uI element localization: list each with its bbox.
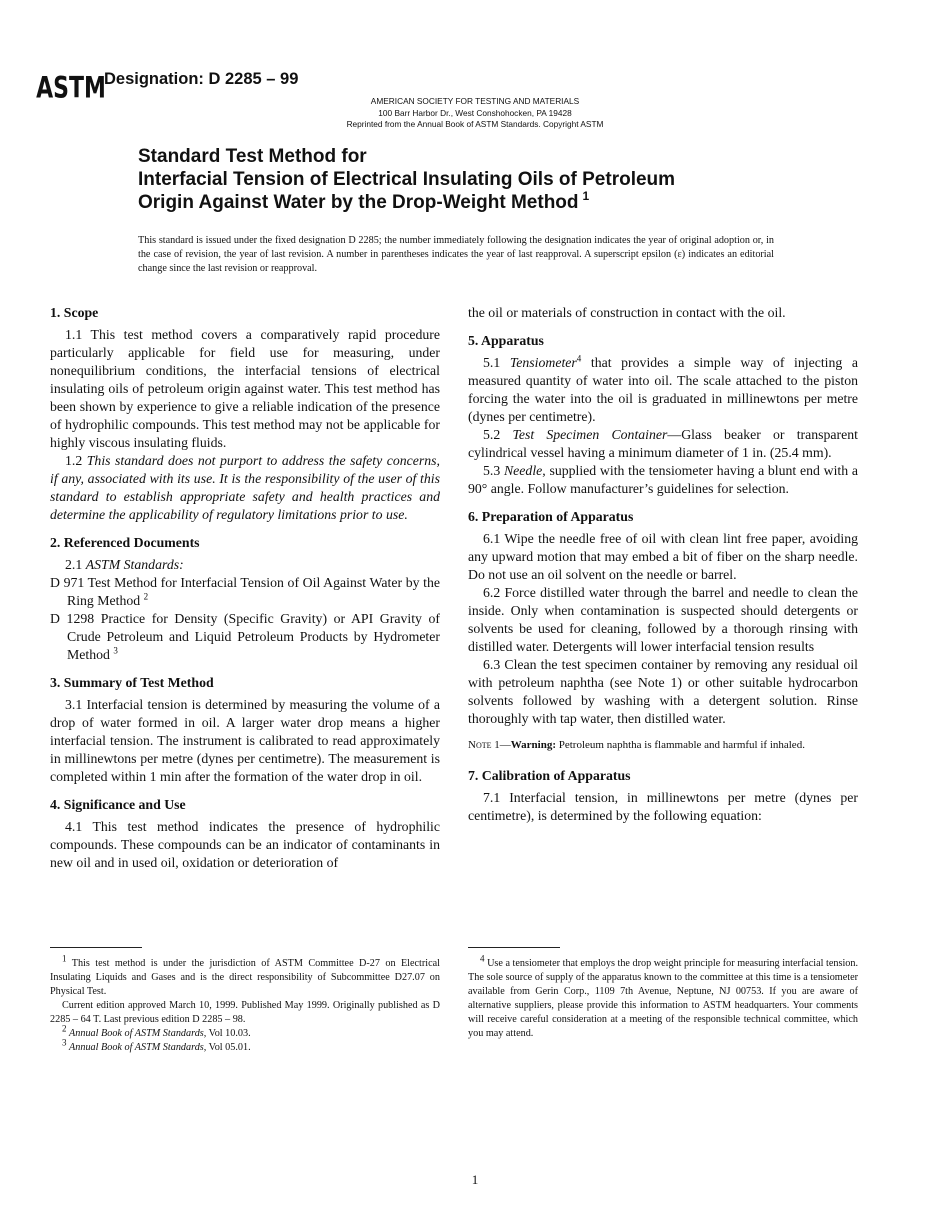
reference-item: D 971 Test Method for Interfacial Tension of Oil Against Water by the Ring Method $^2$ bbox=[50, 575, 440, 608]
society-info bbox=[0, 96, 950, 131]
section-calibration bbox=[468, 767, 858, 825]
paragraph: 3.1 Interfacial tension is determined by measuring the volume of a drop of water formed in oil. A larger water drop means a higher interfacial tension. The instrument is calibrated to read approximately in millinewtons per metre (dynes per centimetre). The measurement is completed within 1 min after the formation of the water drop in oil. bbox=[50, 697, 440, 784]
reference-item: D 1298 Practice for Density (Specific Gravity) or API Gravity of Crude Petroleum and Liquid Petroleum Products by Hydrometer Method $^3$ bbox=[50, 611, 440, 662]
footnote: $^2$ Annual Book of ASTM Standards, Vol 10.03. bbox=[62, 1023, 251, 1039]
section-scope bbox=[50, 304, 440, 524]
footnote-divider bbox=[468, 947, 560, 948]
title-footnote-mark: 1 bbox=[582, 189, 590, 203]
society-address: 100 Barr Harbor Dr., West Conshohocken, PA 19428 bbox=[378, 107, 572, 118]
paragraph: 1.2 This standard does not purport to address the safety concerns, if any, associated with its use. It is the responsibility of the user of this standard to establish appropriate safety and health practices and determine the applicability of regulatory limitations prior to use. bbox=[50, 453, 440, 522]
right-column bbox=[468, 304, 858, 835]
paragraph: 2.1 ASTM Standards: bbox=[65, 557, 184, 572]
footnotes-left bbox=[50, 953, 440, 1055]
footnote: $^1$ This test method is under the jurisdiction of ASTM Committee D-27 on Electrical Insulating Liquids and Gases and is the direct responsibility of Subcommittee D27.07 on Physical Test. bbox=[50, 953, 440, 997]
section-apparatus bbox=[468, 332, 858, 498]
paragraph: 4.1 This test method indicates the presence of hydrophilic compounds. These compounds can be an indicator of contaminants in new oil and in used oil, oxidation or deterioration of bbox=[50, 819, 440, 870]
footnotes-right bbox=[468, 953, 859, 1041]
section-significance bbox=[50, 796, 440, 872]
astm-logo-text: ASTM bbox=[36, 71, 106, 106]
section-heading: 6. Preparation of Apparatus bbox=[468, 509, 634, 524]
paragraph: 6.2 Force distilled water through the barrel and needle to clean the inside. Only when contamination is suspected should detergents or solvents be used for cleaning, followed by a thorough rinsing with distilled water. Detergents will lower interfacial tension results bbox=[468, 585, 858, 654]
footnote: $^4$ Use a tensiometer that employs the drop weight principle for measuring interfacial tension. The sole source of supply of the apparatus known to the committee at this time is a tensiometer available from Gerin Corp., 1109 7th Avenue, Neptune, NJ 00753. If you are aware of alternative suppliers, please provide this information to ASTM headquarters. Your comments will receive careful consideration at a meeting of the responsible technical committee, which you may attend. bbox=[468, 953, 859, 1039]
section-heading: 5. Apparatus bbox=[468, 333, 544, 348]
title-line-1: Standard Test Method for bbox=[138, 146, 367, 167]
society-name: AMERICAN SOCIETY FOR TESTING AND MATERIALS bbox=[370, 96, 580, 106]
section-summary bbox=[50, 674, 440, 786]
paragraph: 7.1 Interfacial tension, in millinewtons per metre (dynes per centimetre), is determined by the following equation: bbox=[468, 790, 858, 823]
left-column bbox=[50, 304, 440, 882]
title-line-2: Interfacial Tension of Electrical Insulating Oils of Petroleum bbox=[138, 169, 676, 190]
section-heading: 1. Scope bbox=[50, 305, 99, 320]
footnote: Current edition approved March 10, 1999. Published May 1999. Originally published as D 2285 – 64 T. Last previous edition D 2285 – 98. bbox=[50, 1000, 440, 1025]
section-heading: 3. Summary of Test Method bbox=[50, 675, 214, 690]
reprint-note: Reprinted from the Annual Book of ASTM Standards. Copyright ASTM bbox=[346, 119, 604, 129]
paragraph: 6.1 Wipe the needle free of oil with clean lint free paper, avoiding any upward motion that may embed a bit of fiber on the sharp needle. Do not use an oil solvent on the needle or barrel. bbox=[468, 531, 858, 582]
title-line-3: Origin Against Water by the Drop-Weight Method $^1$ bbox=[138, 189, 590, 213]
paragraph: 1.1 This test method covers a comparatively rapid procedure particularly applicable for field use for measuring, under nonequilibrium conditions, the interfacial tensions of electrical insulating oils of petroleum origin against water. This test method has been shown by experience to give a reliable indication of the presence of hydrophilic compounds. This test method may not be applicable for highly viscous insulating fluids. bbox=[50, 327, 440, 450]
paragraph: 6.3 Clean the test specimen container by removing any residual oil with petroleum naphtha (see Note 1) or other suitable hydrocarbon solvents followed by washing with a detergent solution. Rinse thoroughly with tap water, then distilled water. bbox=[468, 657, 858, 726]
document-title bbox=[138, 145, 858, 214]
paragraph: 5.1 Tensiometer$^4$ that provides a simple way of injecting a measured quantity of water into oil. The scale attached to the piston forcing the water into the oil is graduated in millinewtons per metre (dynes per centimetre). bbox=[468, 353, 858, 424]
warning-note: Note 1—Warning: Petroleum naphtha is flammable and harmful if inhaled. bbox=[468, 739, 805, 751]
paragraph-continuation: the oil or materials of construction in contact with the oil. bbox=[468, 305, 786, 320]
footnote-divider bbox=[50, 947, 142, 948]
page-number: 1 bbox=[471, 1172, 479, 1187]
section-heading: 7. Calibration of Apparatus bbox=[468, 768, 631, 783]
paragraph: 5.2 Test Specimen Container—Glass beaker or transparent cylindrical vessel having a minimum diameter of 1 in. (25.4 mm). bbox=[468, 427, 858, 460]
section-heading: 2. Referenced Documents bbox=[50, 535, 200, 550]
footnote: $^3$ Annual Book of ASTM Standards, Vol 05.01. bbox=[62, 1037, 251, 1053]
issued-statement: This standard is issued under the fixed designation D 2285; the number immediately following the designation indicates the year of original adoption or, in the case of revision, the year of last revision. A number in parentheses indicates the year of last reapproval. A superscript epsilon (ε) indicates an editorial change since the last revision or reapproval. bbox=[138, 235, 774, 274]
designation: Designation: D 2285 – 99 bbox=[104, 70, 299, 88]
section-preparation bbox=[468, 508, 858, 753]
section-heading: 4. Significance and Use bbox=[50, 797, 186, 812]
paragraph: 5.3 Needle, supplied with the tensiometer having a blunt end with a 90° angle. Follow manufacturer’s guidelines for selection. bbox=[468, 463, 858, 496]
section-referenced-documents bbox=[50, 534, 440, 664]
